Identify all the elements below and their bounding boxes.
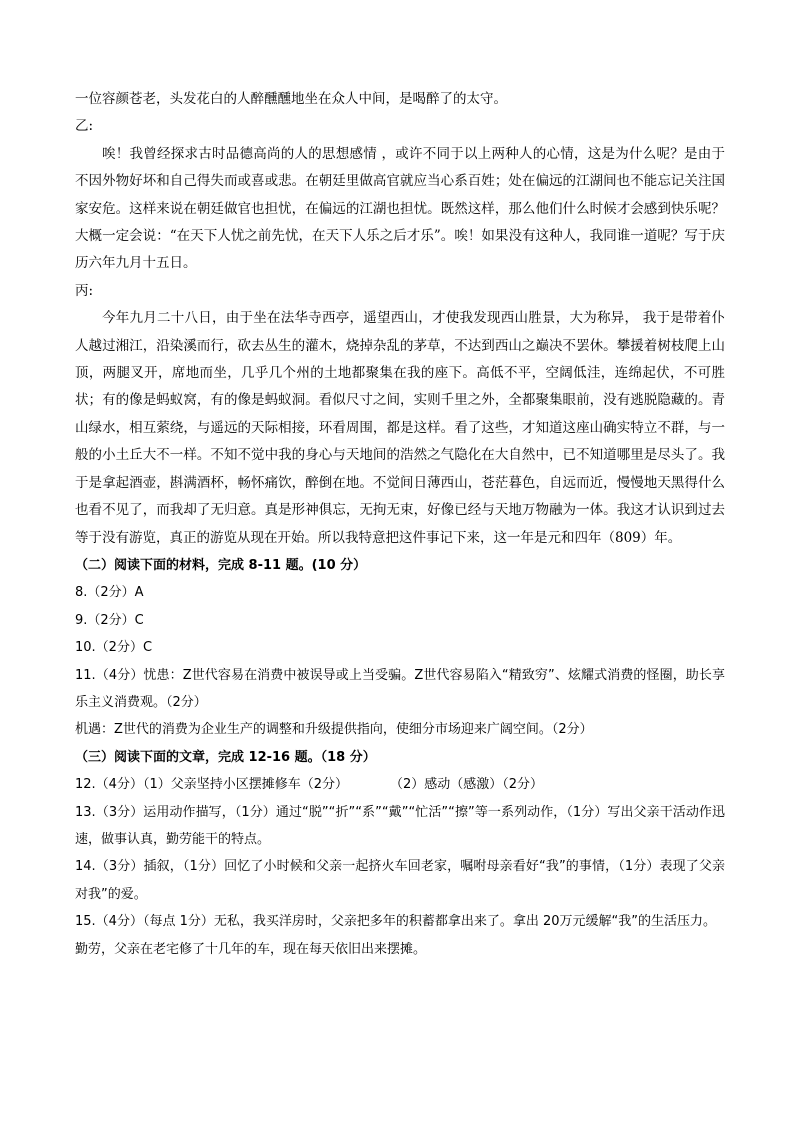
translation-yi-paragraph: 唉！我曾经探求古时品德高尚的人的思想感情 ，或许不同于以上两种人的心情，这是为什么呢？是由于不因外物好坏和自己得失而或喜或悲。在朝廷里做高官就应当心系百姓；处在偏远的江湖间也不能忘记关注国家安危。这样来说在朝廷做官也担忧，在偏远的江湖也担忧。既然这样，那么他们什么时候才会感到快乐呢？大概一定会说：“在天下人忧之前先忧，在天下人乐之后才乐”。唉！如果没有这种人，我同谁一道呢？写于庆历六年九月十五日。 xyxy=(75,145,725,272)
section-2-heading: （二）阅读下面的材料，完成 8-11 题。(10 分） xyxy=(75,557,367,573)
answer-q11: 11.（4分）忧患：Z世代容易在消费中被误导或上当受骗。Z世代容易陷入“精致穷”、炫耀式消费的怪圈，助长享乐主义消费观。（2分） xyxy=(75,667,725,710)
answer-q15-second-point: 勤劳，父亲在老宅修了十几年的车，现在每天依旧出来摆摊。 xyxy=(75,941,427,957)
answer-q12-part1: 12.（4分）（1）父亲坚持小区摆摊修车（2分） xyxy=(75,777,348,793)
answer-q12 xyxy=(75,771,725,798)
answer-q10: 10.（2分）C xyxy=(75,640,153,656)
answer-q13: 13.（3分）运用动作描写，（1分）通过“脱”“折”“系”“戴”“忙活”“擦”等一系列动作，（1分）写出父亲干活动作迅速，做事认真，勤劳能干的特点。 xyxy=(75,804,725,847)
answer-q14: 14.（3分）插叙，（1分）回忆了小时候和父亲一起挤火车回老家，嘱咐母亲看好“我”的事情，（1分）表现了父亲对我”的爱。 xyxy=(75,859,725,902)
translation-bing-paragraph: 今年九月二十八日，由于坐在法华寺西亭，遥望西山，才使我发现西山胜景，大为称异， 我于是带着仆人越过湘江，沿染溪而行，砍去丛生的灌木，烧掉杂乱的茅草，不达到西山之巅决不罢休。攀援着树枝爬上山顶，两腿叉开，席地而坐，几乎几个州的土地都聚集在我的座下。高低不平，空阔低洼，连绵起伏，不可胜状；有的像是蚂蚁窝，有的像是蚂蚁洞。看似尺寸之间，实则千里之外，全都聚集眼前，没有逃脱隐藏的。青山绿水，相互萦绕，与遥远的天际相接，环看周围，都是这样。看了这些，才知道这座山确实特立不群，与一般的小土丘大不一样。不知不觉中我的身心与天地间的浩然之气隐化在大自然中，已不知道哪里是尽头了。我于是拿起酒壶，斟满酒杯，畅怀痛饮，醉倒在地。不觉间日薄西山，苍茫暮色，自远而近，慢慢地天黑得什么也看不见了，而我却了无归意。真是形神俱忘，无拘无束，好像已经与天地万物融为一体。我这才认识到过去等于没有游览，真正的游览从现在开始。所以我特意把这件事记下来，这一年是元和四年（809）年。 xyxy=(75,310,725,546)
translation-yi-label: 乙: xyxy=(75,118,94,135)
answer-q15: 15.（4分）（每点 1分）无私，我买洋房时，父亲把多年的积蓄都拿出来了。拿出 20万元缓解“我”的生活压力。 xyxy=(75,914,716,930)
answer-q12-part2: （2）感动（感激）（2分） xyxy=(390,777,544,793)
answer-q11-opportunity: 机遇：Z世代的消费为企业生产的调整和升级提供指向，使细分市场迎来广阔空间。（2分） xyxy=(75,722,593,738)
document-page xyxy=(75,86,725,963)
section-3-heading: （三）阅读下面的文章，完成 12-16 题。（18 分） xyxy=(75,749,376,765)
answer-q9: 9.（2分）C xyxy=(75,612,144,628)
translation-jia-tail: 一位容颜苍老，头发花白的人醉醺醺地坐在众人中间，是喝醉了的太守。 xyxy=(75,91,507,107)
translation-bing-label: 丙: xyxy=(75,282,94,299)
answer-q8: 8.（2分）A xyxy=(75,585,144,601)
